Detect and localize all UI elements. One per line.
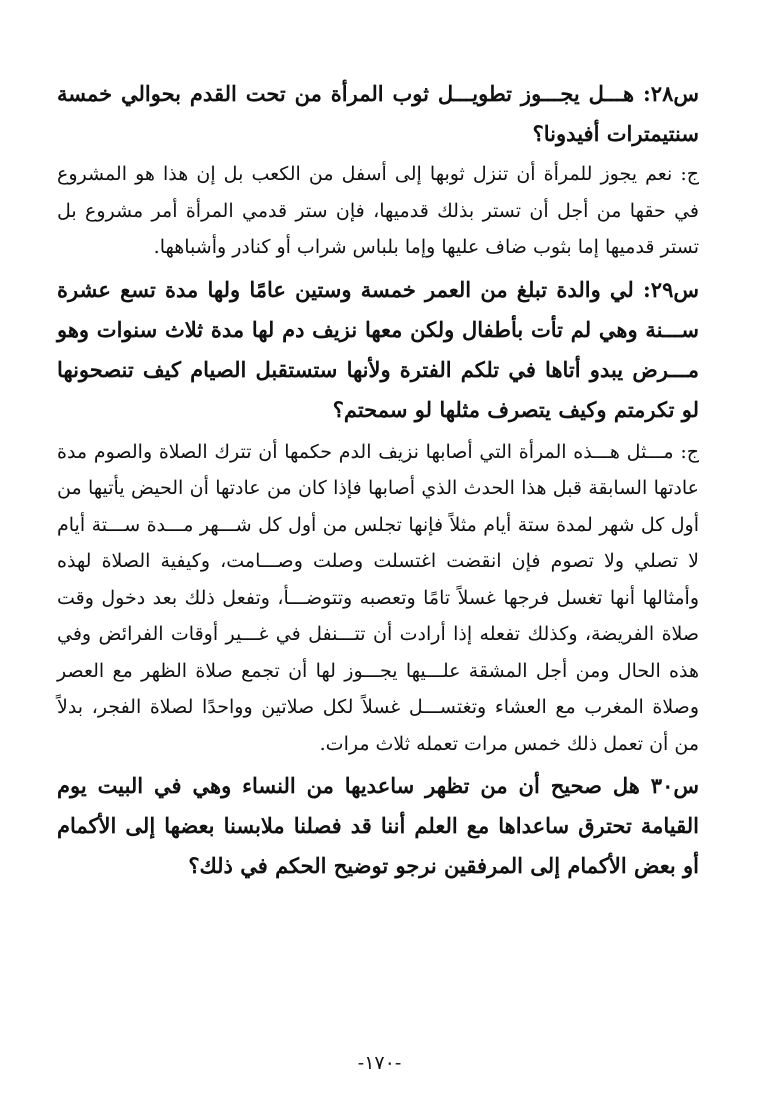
page-body — [57, 74, 699, 886]
question-30: س٣٠ هل صحيح أن من تظهر ساعديها من النساء وهي في البيت يوم القيامة تحترق ساعداها مع العلم أننا قد فصلنا ملابسنا بعضها إلى الأكمام أو بعض الأكمام إلى المرفقين نرجو توضيح الحكم في ذلك؟ — [57, 773, 699, 878]
question-29: س٢٩: لي والدة تبلغ من العمر خمسة وستين عامًا ولها مدة تسع عشرة ســـنة وهي لم تأت بأطفال ولكن معها نزيف دم لها مدة ثلاث سنوات وهو مـــرض يبدو أتاها في تلكم الفترة ولأنها ستستقبل الصيام كيف تنصحونها لو تكرمتم وكيف يتصرف مثلها لو سمحتم؟ — [57, 276, 699, 422]
question-28: س٢٨: هـــل يجـــوز تطويـــل ثوب المرأة من تحت القدم بحوالي خمسة سنتيمترات أفيدونا؟ — [57, 81, 699, 146]
answer-28: ج: نعم يجوز للمرأة أن تنزل ثوبها إلى أسفل من الكعب بل إن هذا هو المشروع في حقها من أجل أن تستر بذلك قدميها، فإن ستر قدمي المرأة أمر مشروع بل تستر قدميها إما بثوب ضاف عليها وإما بلباس شراب أو كنادر وأشباهها. — [57, 163, 699, 258]
answer-29: ج: مـــثل هـــذه المرأة التي أصابها نزيف الدم حكمها أن تترك الصلاة والصوم مدة عادتها السابقة قبل هذا الحدث الذي أصابها فإذا كان من عادتها أن الحيض يأتيها من أول كل شهر لمدة ستة أيام مثلاً فإنها تجلس من أول كل شـــهر مـــدة ســـتة أيام لا تصلي ولا تصوم فإن انقضت اغتسلت وصلت وصـــامت، وكيفية الصلاة لهذه وأمثالها أنها تغسل فرجها غسلاً تامًا وتعصبه وتتوضـــأ، وتفعل ذلك بعد دخول وقت صلاة الفريضة، وكذلك تفعله إذا أرادت أن تتـــنفل في غـــير أوقات الفرائض وفي هذه الحال ومن أجل المشقة علـــيها يجـــوز لها أن تجمع صلاة الظهر مع العصر وصلاة المغرب مع العشاء وتغتســـل غسلاً لكل صلاتين وواحدًا لصلاة الفجر، بدلاً من أن تعمل ذلك خمس مرات تعمله ثلاث مرات. — [57, 440, 699, 755]
page-number: -١٧٠- — [357, 1052, 402, 1074]
